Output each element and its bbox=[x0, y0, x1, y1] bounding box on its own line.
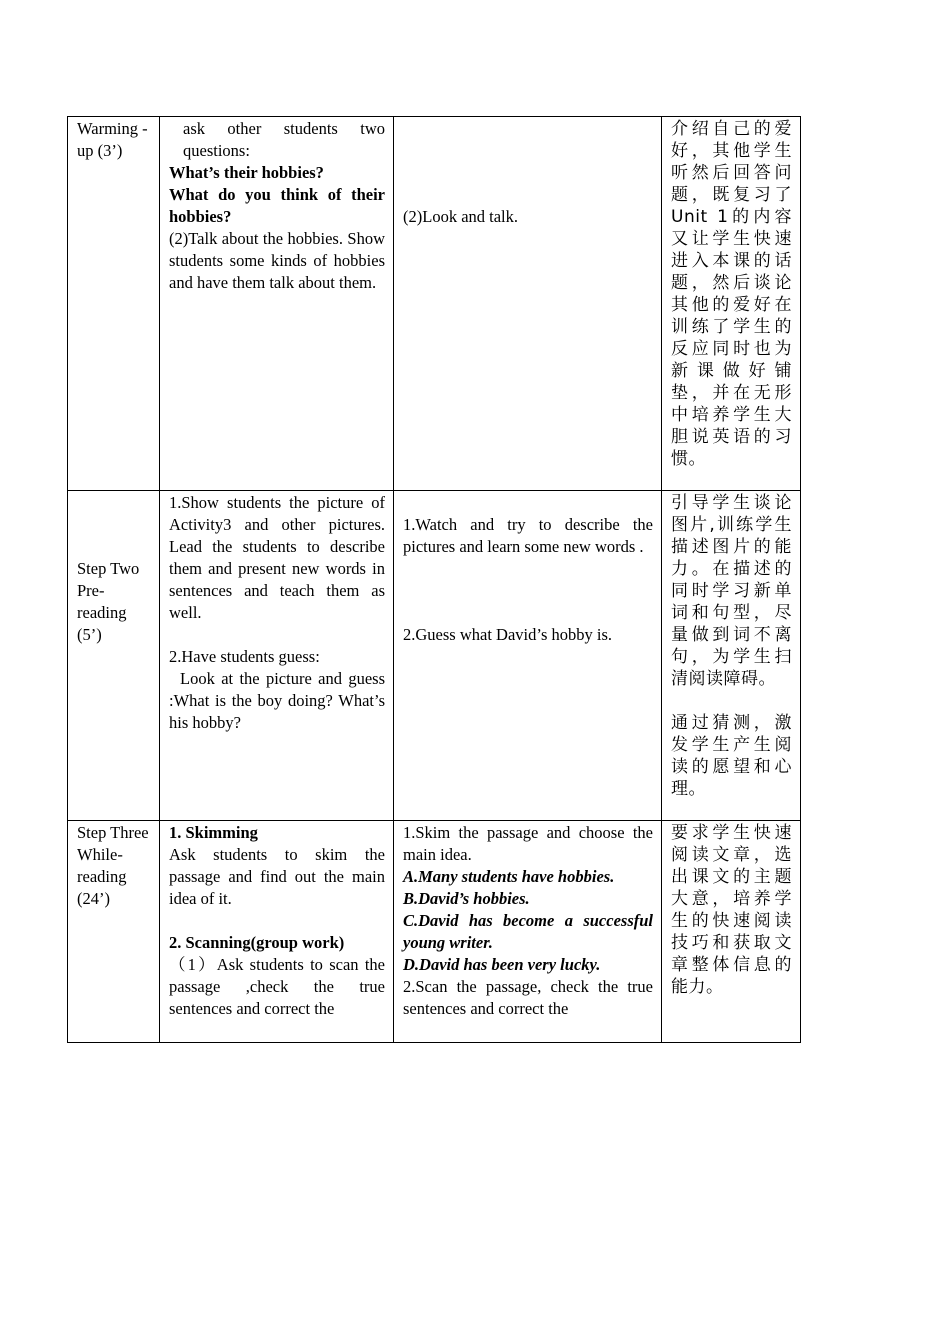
option-c: C.David has become a successful young writer. bbox=[403, 911, 653, 952]
student-step-2: 2.Scan the passage, check the true sentences and correct the bbox=[403, 977, 653, 1018]
option-b: B.David’s hobbies. bbox=[403, 889, 530, 908]
step-cell bbox=[68, 491, 160, 821]
lesson-plan-table bbox=[67, 116, 801, 1043]
student-activity-cell bbox=[394, 491, 662, 821]
student-step-2: 2.Guess what David’s hobby is. bbox=[403, 625, 612, 644]
step-cell bbox=[68, 117, 160, 491]
question-1: What’s their hobbies? bbox=[169, 163, 324, 182]
scanning-heading: 2. Scanning(group work) bbox=[169, 933, 345, 952]
teacher-step-2-detail: Look at the picture and guess :What is the boy doing? What’s his hobby? bbox=[169, 669, 385, 732]
question-2: What do you think of their hobbies? bbox=[169, 185, 385, 226]
table-row bbox=[68, 821, 801, 1043]
teacher-step-2: 2.Have students guess: bbox=[169, 647, 320, 666]
purpose-text-1: 引导学生谈论图片,训练学生描述图片的能力。在描述的同时学习新单词和句型，尽量做到词不离句，为学生扫清阅读障碍。 bbox=[671, 493, 792, 689]
table-row bbox=[68, 491, 801, 821]
student-step: (2)Look and talk. bbox=[403, 207, 519, 226]
scanning-task: （1）Ask students to scan the passage ,check the true sentences and correct the bbox=[169, 955, 385, 1018]
option-d: D.David has been very lucky. bbox=[403, 955, 601, 974]
teacher-step-1: 1.Show students the picture of Activity3 and other pictures. Lead the students to describe them and present new words in sentences and teach them as well. bbox=[169, 493, 385, 622]
step-cell bbox=[68, 821, 160, 1043]
step-label: Step Two Pre-reading (5’) bbox=[77, 559, 140, 644]
student-activity-cell bbox=[394, 117, 662, 491]
purpose-cell bbox=[662, 821, 801, 1043]
student-activity-cell bbox=[394, 821, 662, 1043]
purpose-text: 介绍自己的爱好，其他学生听然后回答问题，既复习了Unit 1的内容又让学生快速进入本课的话题，然后谈论其他的爱好在训练了学生的反应同时也为新课做好铺垫，并在无形中培养学生大胆说英语的习惯。 bbox=[671, 119, 792, 469]
step-label: Step Three While-reading (24’) bbox=[77, 823, 149, 908]
teacher-activity-cell bbox=[160, 821, 394, 1043]
student-step-1: 1.Skim the passage and choose the main idea. bbox=[403, 823, 653, 864]
table-row bbox=[68, 117, 801, 491]
student-step-1: 1.Watch and try to describe the pictures and learn some new words . bbox=[403, 515, 653, 556]
teacher-activity-cell bbox=[160, 491, 394, 821]
step-label: Warming -up (3’) bbox=[77, 119, 148, 160]
teacher-activity-cell bbox=[160, 117, 394, 491]
purpose-cell bbox=[662, 117, 801, 491]
purpose-text: 要求学生快速阅读文章，选出课文的主题大意，培养学生的快速阅读技巧和获取文章整体信息的能力。 bbox=[671, 823, 792, 997]
purpose-text-2: 通过猜测，激发学生产生阅读的愿望和心理。 bbox=[671, 713, 792, 799]
teacher-intro: ask other students two questions: bbox=[183, 119, 385, 160]
teacher-step-2: (2)Talk about the hobbies. Show students some kinds of hobbies and have them talk about them. bbox=[169, 229, 385, 292]
option-a: A.Many students have hobbies. bbox=[403, 867, 615, 886]
purpose-cell bbox=[662, 491, 801, 821]
skimming-task: Ask students to skim the passage and find out the main idea of it. bbox=[169, 845, 385, 908]
skimming-heading: 1. Skimming bbox=[169, 823, 258, 842]
